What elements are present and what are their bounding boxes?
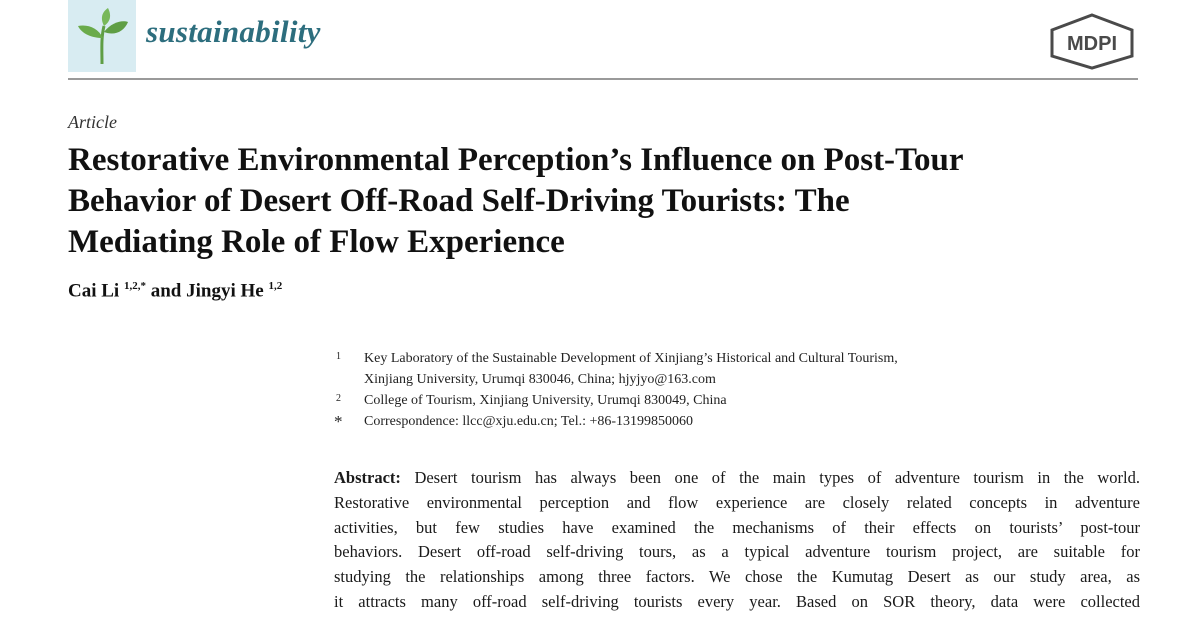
abstract xyxy=(334,466,1140,615)
affiliations xyxy=(334,348,1134,432)
abstract-text: Desert tourism has always been one of the main types of adventure tourism in the world. xyxy=(414,468,1141,487)
abstract-line: studying the relationships among three factors. We chose the Kumutag Desert as our study area, as xyxy=(334,567,1140,587)
leaf-icon xyxy=(74,8,130,66)
affiliation-item xyxy=(334,390,1134,411)
author-affil-sup: 1,2,* xyxy=(123,280,146,292)
affiliation-item xyxy=(334,348,1134,390)
publisher-name: MDPI xyxy=(1067,33,1117,55)
author-name: Cai Li xyxy=(68,280,120,302)
author-affil-sup: 1,2 xyxy=(268,280,283,292)
title-line: Restorative Environmental Perception’s Influence on Post-Tour xyxy=(68,142,964,178)
title-line: Mediating Role of Flow Experience xyxy=(68,224,565,260)
header-divider xyxy=(68,78,1138,80)
affiliation-mark: * xyxy=(334,412,343,431)
journal-logo xyxy=(68,0,136,72)
journal-name: sustainability xyxy=(146,14,321,49)
affiliation-mark: 2 xyxy=(336,393,341,404)
author-joiner: and xyxy=(150,280,182,302)
affiliation-line: Key Laboratory of the Sustainable Development of Xinjiang’s Historical and Cultural Tourism, xyxy=(364,351,898,366)
correspondence-line: Correspondence: llcc@xju.edu.cn; Tel.: +86-13199850060 xyxy=(364,414,694,429)
abstract-line: Restorative environmental perception and flow experience are closely related concepts in adventure xyxy=(334,492,1140,512)
affiliation-line: College of Tourism, Xinjiang University, Urumqi 830049, China xyxy=(364,393,727,408)
mdpi-logo xyxy=(1046,12,1138,70)
abstract-line: behaviors. Desert off-road self-driving tours, as a typical adventure tourism project, are suitable for xyxy=(334,542,1140,562)
author-name: Jingyi He xyxy=(186,280,264,302)
abstract-line: it attracts many off-road self-driving tourists every year. Based on SOR theory, data were collected xyxy=(334,591,1140,611)
title-line: Behavior of Desert Off-Road Self-Driving Tourists: The xyxy=(68,183,850,219)
abstract-line: activities, but few studies have examined the mechanisms of their effects on tourists’ post-tour xyxy=(334,517,1140,537)
article-title xyxy=(68,140,1148,263)
affiliation-line: Xinjiang University, Urumqi 830046, China; hjyjyo@163.com xyxy=(364,372,716,387)
affiliation-item xyxy=(334,411,1134,432)
author-list xyxy=(68,280,282,302)
article-type: Article xyxy=(68,112,117,132)
affiliation-mark: 1 xyxy=(336,351,341,362)
abstract-label: Abstract: xyxy=(334,468,401,487)
abstract-line xyxy=(334,466,1140,491)
